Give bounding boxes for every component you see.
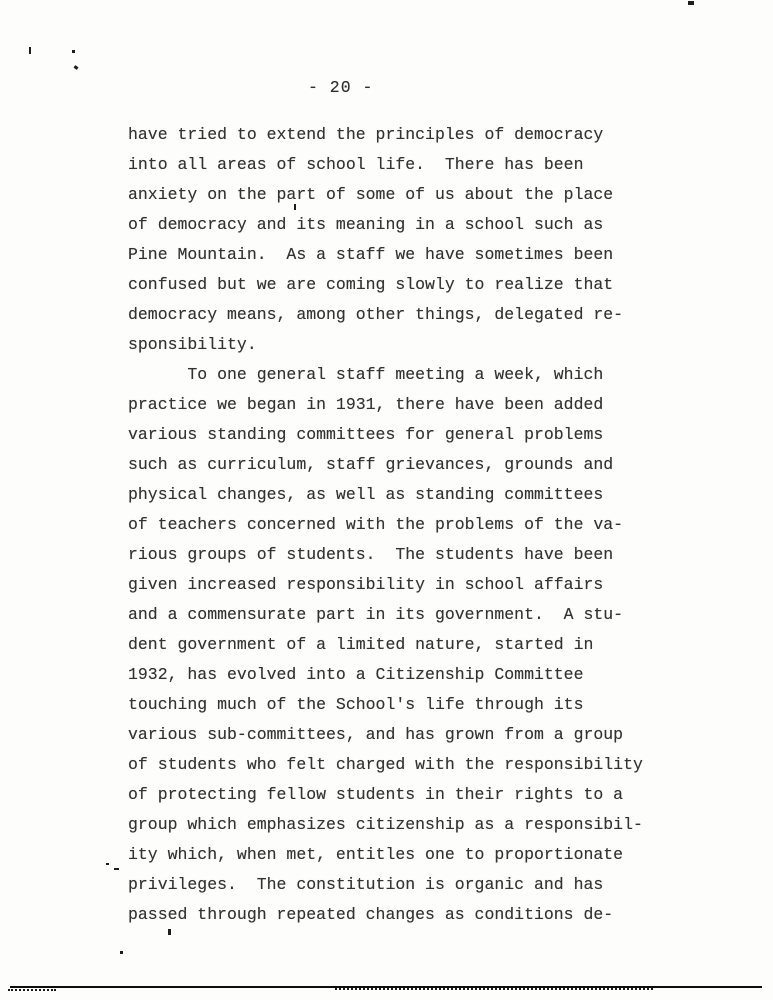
text-line: and a commensurate part in its government. A stu-: [128, 605, 624, 624]
text-line: of students who felt charged with the responsibility: [128, 755, 643, 774]
scan-speck: [120, 951, 123, 954]
text-line: confused but we are coming slowly to realize that: [128, 275, 614, 294]
text-line: various standing committees for general problems: [128, 425, 604, 444]
text-line: 1932, has evolved into a Citizenship Committee: [128, 665, 584, 684]
scan-speck: [106, 863, 109, 865]
scan-speck: [74, 65, 79, 70]
text-line: of democracy and its meaning in a school such as: [128, 215, 604, 234]
scan-speck: [168, 929, 171, 935]
scan-speck: [294, 204, 296, 210]
text-line: rious groups of students. The students have been: [128, 545, 614, 564]
text-line: ity which, when met, entitles one to proportionate: [128, 845, 624, 864]
text-line: practice we began in 1931, there have been added: [128, 395, 604, 414]
text-line: touching much of the School's life through its: [128, 695, 584, 714]
text-line: of protecting fellow students in their rights to a: [128, 785, 624, 804]
scan-speck: [114, 868, 119, 870]
body-text: [128, 120, 688, 930]
text-line: physical changes, as well as standing committees: [128, 485, 604, 504]
scan-speck: [72, 50, 75, 53]
text-line: privileges. The constitution is organic and has: [128, 875, 604, 894]
text-line: democracy means, among other things, delegated re-: [128, 305, 624, 324]
text-line: passed through repeated changes as conditions de-: [128, 905, 614, 924]
text-line: group which emphasizes citizenship as a responsibil-: [128, 815, 643, 834]
text-line: have tried to extend the principles of democracy: [128, 125, 604, 144]
text-line: Pine Mountain. As a staff we have sometimes been: [128, 245, 614, 264]
text-line: various sub-committees, and has grown from a group: [128, 725, 624, 744]
text-line: To one general staff meeting a week, which: [128, 365, 604, 384]
scan-speck: [688, 1, 694, 5]
page-number: - 20 -: [308, 78, 374, 97]
text-line: given increased responsibility in school affairs: [128, 575, 604, 594]
text-line: of teachers concerned with the problems of the va-: [128, 515, 624, 534]
text-line: such as curriculum, staff grievances, grounds and: [128, 455, 614, 474]
scan-edge-dots-left: [8, 989, 56, 991]
scan-edge-dots-mid: [335, 988, 653, 990]
text-line: anxiety on the part of some of us about the place: [128, 185, 614, 204]
text-line: dent government of a limited nature, started in: [128, 635, 594, 654]
text-line: into all areas of school life. There has been: [128, 155, 584, 174]
text-line: sponsibility.: [128, 335, 257, 354]
scan-speck: [29, 47, 31, 54]
